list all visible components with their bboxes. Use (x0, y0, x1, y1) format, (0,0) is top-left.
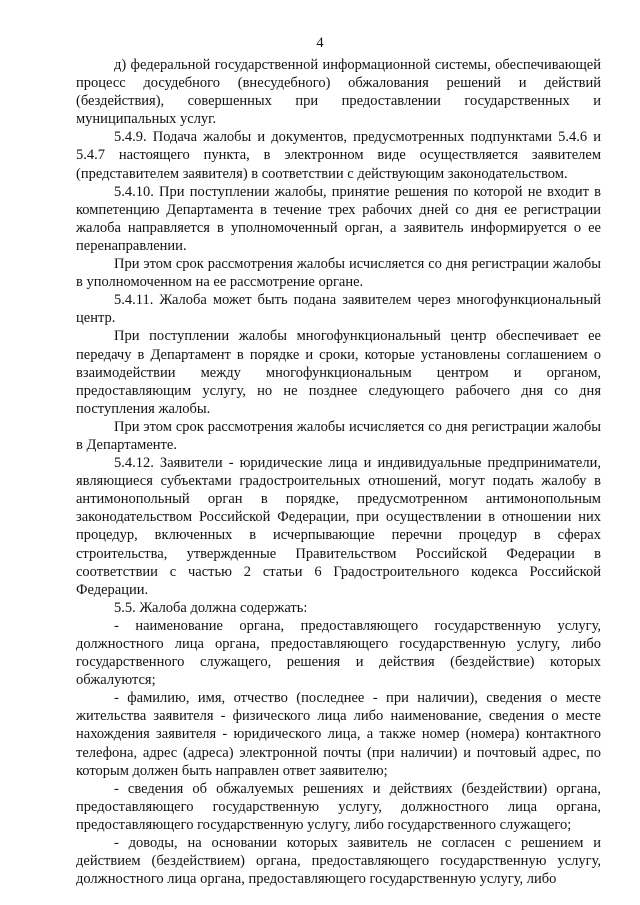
paragraph-5-5-heading: 5.5. Жалоба должна содержать: (114, 599, 308, 616)
document-body (76, 56, 601, 888)
paragraph-5-4-12: 5.4.12. Заявители - юридические лица и индивидуальные предприниматели, являющиеся субъектами градостроительных отношений, могут подать жалобу в антимонопольный орган в порядке, предусмотренном антимонопольным законодательством Российской Федерации, при осуществлении в отношении них процедур, включенных в исчерпывающие перечни процедур в сферах строительства, утвержденные Правительством Российской Федерации в соответствии с частью 2 статьи 6 Градостроительного кодекса Российской Федерации. (76, 455, 601, 598)
paragraph-5-4-10: 5.4.10. При поступлении жалобы, принятие решения по которой не входит в компетенцию Департамента в течение трех рабочих дней со дня ее регистрации жалоба направляется в уполномоченный орган, а заявитель информируется о ее перенаправлении. (76, 183, 601, 254)
list-item-applicant-details: - фамилию, имя, отчество (последнее - при наличии), сведения о месте жительства заявителя - физического лица либо наименование, сведения о месте нахождения заявителя - юридического лица, а также номер (номера) контактного телефона, адрес (адреса) электронной почты (при наличии) и почтовый адрес, по которым должен быть направлен ответ заявителю; (76, 690, 601, 779)
paragraph-mfc-transfer: При поступлении жалобы многофункциональный центр обеспечивает ее передачу в Департамент в порядке и сроки, которые установлены соглашением о взаимодействии между многофункциональным центром и органом, предоставляющим услугу, но не позднее следующего рабочего дня со дня поступления жалобы. (76, 328, 601, 417)
paragraph-federal-system: д) федеральной государственной информационной системы, обеспечивающей процесс досудебного (внесудебного) обжалования решений и действий (бездействия), совершенных при предоставлении государственных и муниципальных услуг. (76, 57, 601, 128)
paragraph-5-4-11: 5.4.11. Жалоба может быть подана заявителем через многофункциональный центр. (76, 292, 601, 327)
paragraph-5-4-9: 5.4.9. Подача жалобы и документов, предусмотренных подпунктами 5.4.6 и 5.4.7 настоящего пункта, в электронном виде осуществляется заявителем (представителем заявителя) в соответствии с действующим законодательством. (76, 129, 601, 182)
paragraph-review-period-authority: При этом срок рассмотрения жалобы исчисляется со дня регистрации жалобы в уполномоченном на ее рассмотрение органе. (76, 256, 601, 291)
paragraph-review-period-department: При этом срок рассмотрения жалобы исчисляется со дня регистрации жалобы в Департаменте. (76, 418, 601, 453)
list-item-arguments: - доводы, на основании которых заявитель не согласен с решением и действием (бездействием) органа, предоставляющего государственную услугу, должностного лица органа, предоставляющего государственную услугу, либо (76, 835, 601, 888)
page-number: 4 (316, 35, 324, 51)
list-item-appealed-decisions: - сведения об обжалуемых решениях и действиях (бездействии) органа, предоставляющего государственную услугу, должностного лица органа, предоставляющего государственную услугу, либо государственного служащего; (76, 780, 601, 833)
list-item-authority-name: - наименование органа, предоставляющего государственную услугу, должностного лица органа, предоставляющего государственную услугу, либо государственного служащего, решения и действия (бездействие) которых обжалуются; (76, 617, 601, 689)
